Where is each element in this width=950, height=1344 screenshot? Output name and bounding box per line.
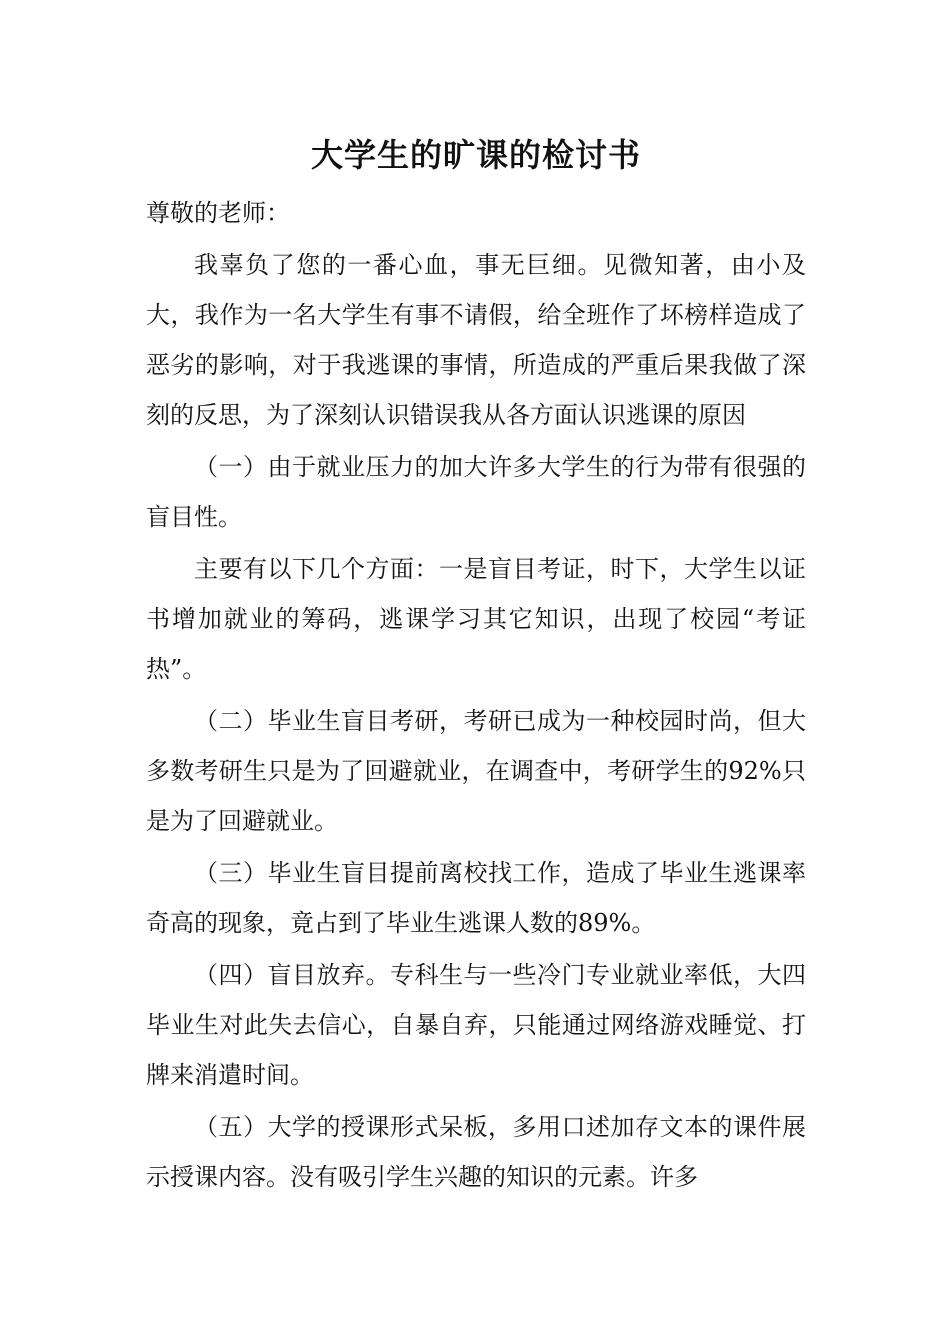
paragraph-1: 我辜负了您的一番心血，事无巨细。见微知著，由小及大，我作为一名大学生有事不请假，给全班作了坏榜样造成了恶劣的影响，对于我逃课的事情，所造成的严重后果我做了深刻的反思，为了深刻认识错误我从各方面认识逃课的原因 — [146, 251, 806, 429]
paragraph-2: （一）由于就业压力的加大许多大学生的行为带有很强的盲目性。 — [146, 453, 806, 531]
document-page — [146, 120, 806, 1204]
paragraph-7: （五）大学的授课形式呆板，多用口述加存文本的课件展示授课内容。没有吸引学生兴趣的知识的元素。许多 — [146, 1113, 806, 1191]
paragraph-3: 主要有以下几个方面：一是盲目考证，时下，大学生以证书增加就业的筹码，逃课学习其它知识，出现了校园“考证热”。 — [146, 555, 806, 683]
paragraph-4: （二）毕业生盲目考研，考研已成为一种校园时尚，但大多数考研生只是为了回避就业，在调查中，考研学生的92%只是为了回避就业。 — [146, 707, 806, 835]
document-title: 大学生的旷课的检讨书 — [310, 136, 641, 174]
salutation: 尊敬的老师： — [146, 199, 290, 227]
paragraph-5: （三）毕业生盲目提前离校找工作，造成了毕业生逃课率奇高的现象，竟占到了毕业生逃课人数的89%。 — [146, 859, 806, 937]
paragraph-6: （四）盲目放弃。专科生与一些冷门专业就业率低，大四毕业生对此失去信心，自暴自弃，只能通过网络游戏睡觉、打牌来消遣时间。 — [146, 961, 806, 1089]
